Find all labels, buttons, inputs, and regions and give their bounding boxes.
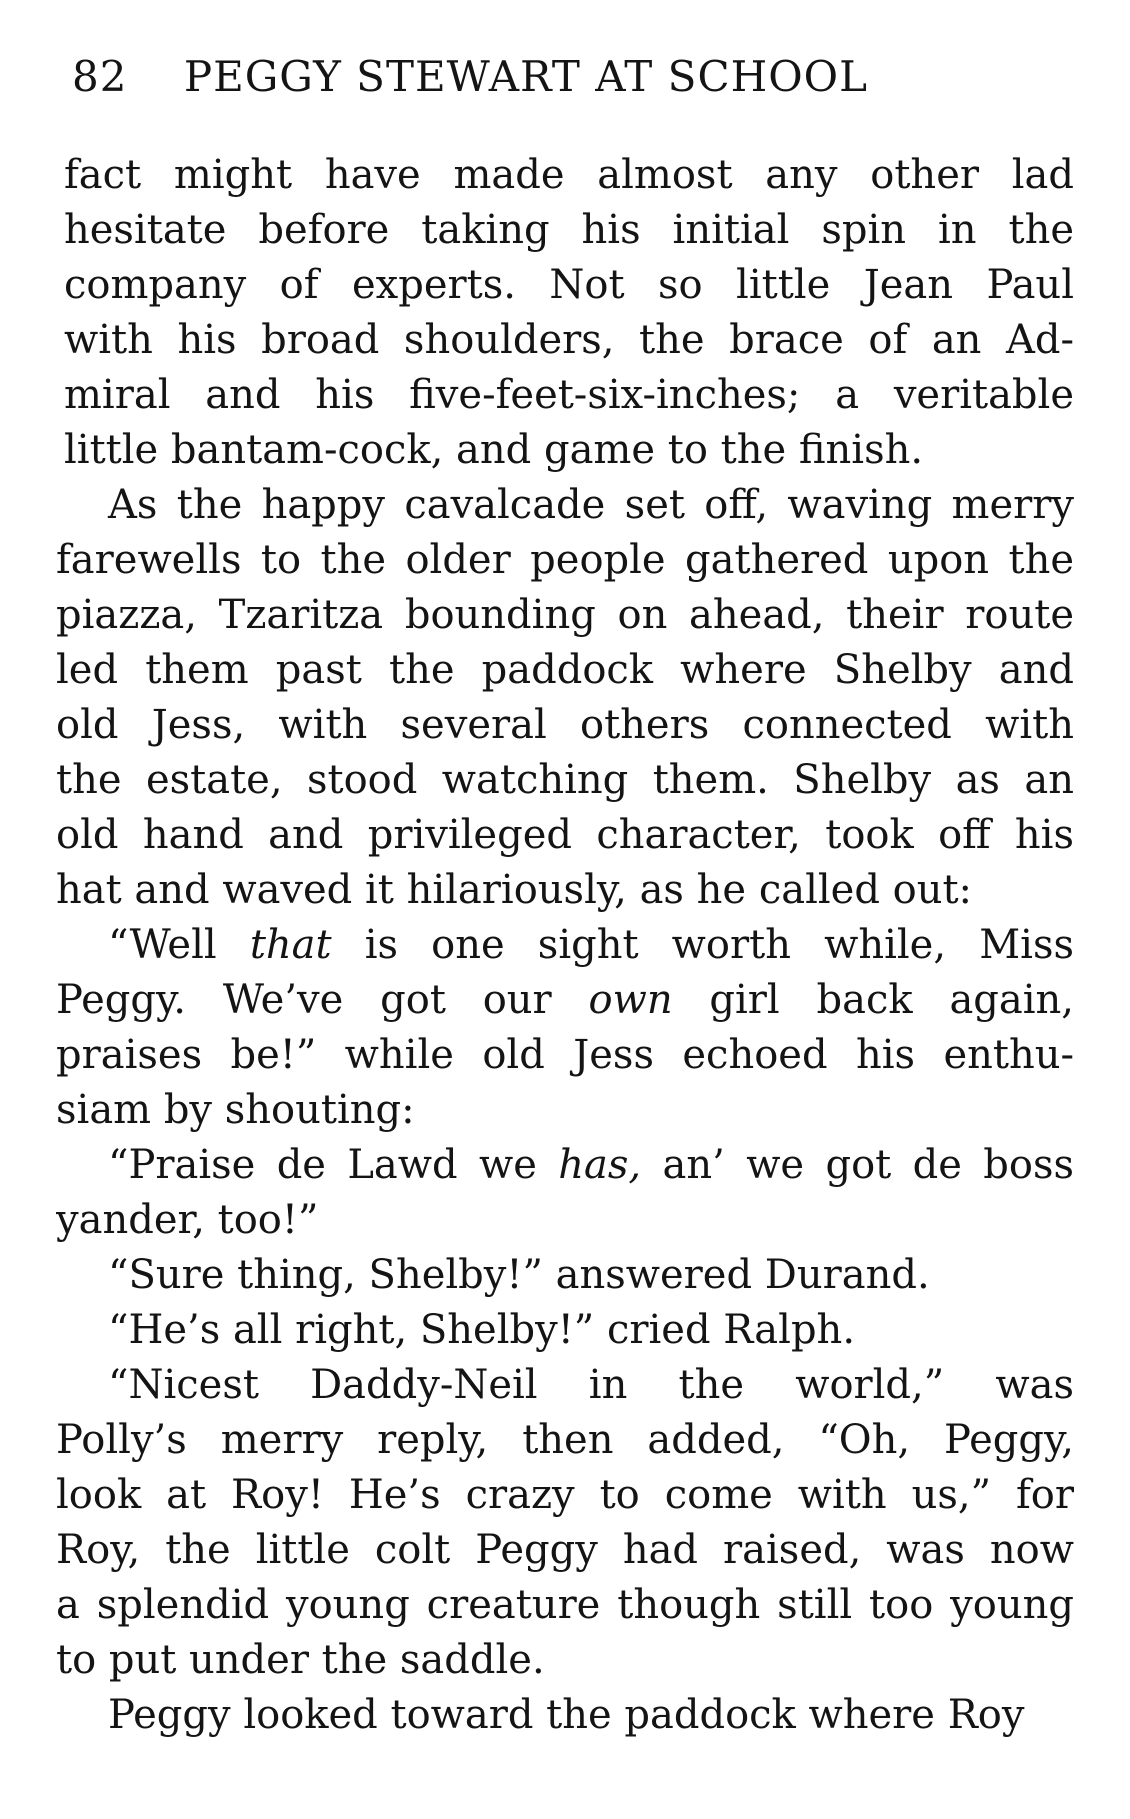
line-segment: Peggy. We’ve got our bbox=[56, 977, 589, 1023]
text-line: piazza, Tzaritza bounding on ahead, their route bbox=[56, 592, 1074, 638]
text-line: to put under the saddle. bbox=[56, 1637, 545, 1683]
page-number: 82 bbox=[72, 52, 128, 101]
page-body-text bbox=[56, 148, 1074, 1743]
text-line: old hand and privileged character, took off his bbox=[56, 812, 1074, 858]
emphasis-text: that bbox=[249, 922, 332, 968]
text-line: “Sure thing, Shelby!” answered Durand. bbox=[108, 1252, 930, 1298]
text-line: farewells to the older people gathered upon the bbox=[56, 537, 1074, 583]
text-line: led them past the paddock where Shelby and bbox=[56, 647, 1074, 693]
line-segment: an’ we got de boss bbox=[641, 1142, 1074, 1188]
text-line: fact might have made almost any other lad bbox=[64, 152, 1074, 198]
emphasis-text: own bbox=[588, 977, 673, 1023]
text-line: siam by shouting: bbox=[56, 1087, 415, 1133]
text-line: “Nicest Daddy-Neil in the world,” was bbox=[108, 1362, 1074, 1408]
text-line: look at Roy! He’s crazy to come with us,” for bbox=[56, 1472, 1074, 1518]
text-line: Polly’s merry reply, then added, “Oh, Peggy, bbox=[56, 1417, 1074, 1463]
line-segment: is one sight worth while, Miss bbox=[331, 922, 1074, 968]
text-line: a splendid young creature though still too young bbox=[56, 1582, 1074, 1628]
text-line: old Jess, with several others connected with bbox=[56, 702, 1074, 748]
running-title: PEGGY STEWART AT SCHOOL bbox=[183, 52, 868, 101]
line-segment: “Praise de Lawd we bbox=[108, 1142, 559, 1188]
text-line: the estate, stood watching them. Shelby as an bbox=[56, 757, 1074, 803]
text-line bbox=[64, 1138, 1074, 1193]
text-line bbox=[56, 973, 1074, 1028]
text-line: company of experts. Not so little Jean Paul bbox=[64, 262, 1074, 308]
text-line: Roy, the little colt Peggy had raised, was now bbox=[56, 1527, 1074, 1573]
text-line: with his broad shoulders, the brace of an Ad- bbox=[64, 317, 1074, 363]
emphasis-text: has, bbox=[558, 1142, 642, 1188]
running-header bbox=[72, 52, 972, 102]
line-segment: “Well bbox=[108, 922, 250, 968]
text-line: hesitate before taking his initial spin in the bbox=[64, 207, 1074, 253]
text-line bbox=[64, 918, 1074, 973]
text-line: yander, too!” bbox=[56, 1197, 319, 1243]
text-line: miral and his five-feet-six-inches; a veritable bbox=[64, 372, 1074, 418]
line-segment: girl back again, bbox=[672, 977, 1074, 1023]
text-line: As the happy cavalcade set off, waving merry bbox=[108, 482, 1074, 528]
text-line: hat and waved it hilariously, as he called out: bbox=[56, 867, 973, 913]
text-line: Peggy looked toward the paddock where Roy bbox=[108, 1692, 1025, 1738]
text-line: praises be!” while old Jess echoed his enthu- bbox=[56, 1032, 1074, 1078]
text-line: little bantam-cock, and game to the finish. bbox=[64, 427, 924, 473]
text-line: “He’s all right, Shelby!” cried Ralph. bbox=[108, 1307, 856, 1353]
